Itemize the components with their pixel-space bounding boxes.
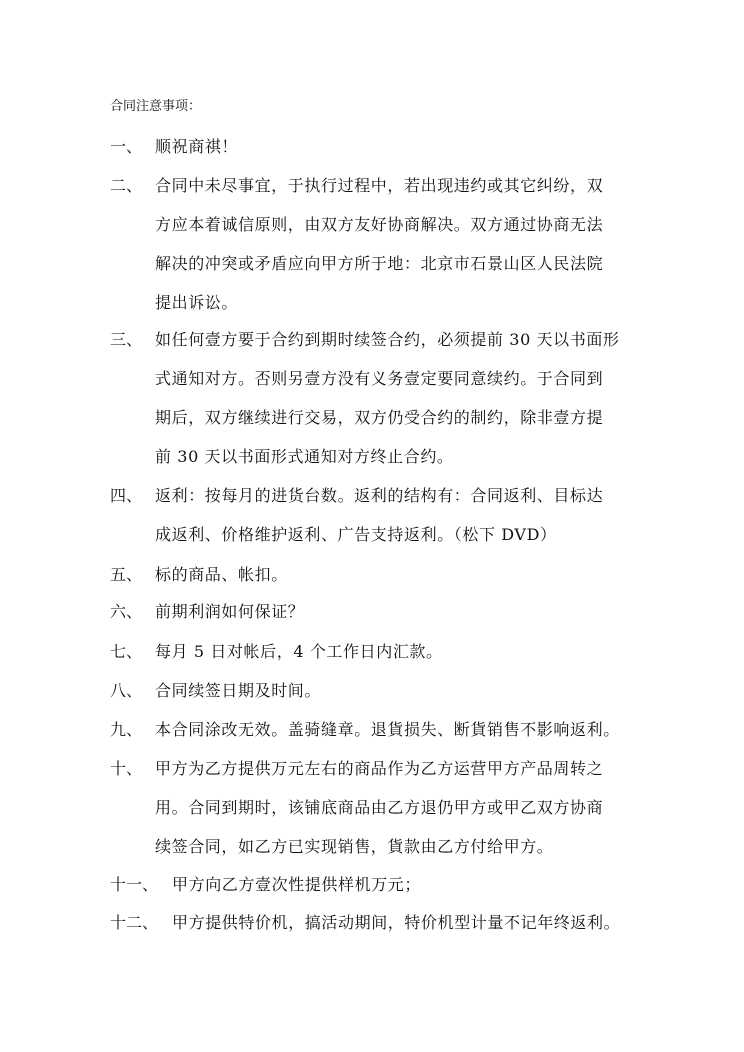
clause-text-line: 前 30 天以书面形式通知对方终止合约。 bbox=[155, 447, 454, 466]
clause-text-line: 甲方向乙方壹次性提供样机万元； bbox=[172, 875, 422, 894]
clause-text-line: 续签合同，如乙方已实现销售，貨款由乙方付给甲方。 bbox=[155, 837, 554, 856]
clause-number: 八、 bbox=[110, 681, 143, 700]
clause-text-line: 标的商品、帐扣。 bbox=[155, 565, 288, 584]
clause-text-line: 期后，双方继续进行交易，双方仍受合约的制约，除非壹方提 bbox=[155, 408, 604, 427]
clause-text-line: 成返利、价格维护返利、广告支持返利。（松下 DVD） bbox=[155, 525, 557, 544]
clause-text-line: 用。合同到期时，该铺底商品由乙方退仍甲方或甲乙双方协商 bbox=[155, 798, 604, 817]
clause-text-line: 本合同涂改无效。盖骑缝章。退貨损失、断貨销售不影响返利。 bbox=[155, 720, 620, 739]
clause-text-line: 合同续签日期及时间。 bbox=[155, 681, 322, 700]
clause-number: 九、 bbox=[110, 720, 143, 739]
clause-number: 十、 bbox=[110, 759, 143, 778]
clause-text-line: 如任何壹方要于合约到期时续签合约，必须提前 30 天以书面形 bbox=[155, 330, 620, 349]
clause-number: 七、 bbox=[110, 642, 143, 661]
clause-number: 二、 bbox=[110, 176, 143, 195]
clause-text-line: 返利：按每月的进货台数。返利的结构有：合同返利、目标达 bbox=[155, 486, 604, 505]
clause-text-line: 前期利润如何保证？ bbox=[155, 602, 305, 621]
clause-text-line: 方应本着诚信原则，由双方友好协商解决。双方通过协商无法 bbox=[155, 215, 604, 234]
clause-text-line: 顺祝商祺！ bbox=[155, 137, 239, 156]
clause-number: 三、 bbox=[110, 330, 143, 349]
clause-text-line: 甲方提供特价机，搞活动期间，特价机型计量不记年终返利。 bbox=[172, 913, 621, 932]
clause-number: 五、 bbox=[110, 565, 143, 584]
clause-text-line: 每月 5 日对帐后，4 个工作日内汇款。 bbox=[155, 642, 443, 661]
clause-number: 十二、 bbox=[110, 913, 159, 932]
clause-number: 一、 bbox=[110, 137, 143, 156]
document-heading: 合同注意事项： bbox=[110, 99, 202, 114]
clause-text-line: 甲方为乙方提供万元左右的商品作为乙方运营甲方产品周转之 bbox=[155, 759, 604, 778]
clause-text-line: 提出诉讼。 bbox=[155, 293, 239, 312]
clause-number: 六、 bbox=[110, 602, 143, 621]
clause-number: 十一、 bbox=[110, 875, 159, 894]
clause-text-line: 合同中未尽事宜，于执行过程中，若出现违约或其它纠纷，双 bbox=[155, 176, 604, 195]
clause-text-line: 式通知对方。否则另壹方没有义务壹定要同意续约。于合同到 bbox=[155, 369, 604, 388]
clause-text-line: 解决的冲突或矛盾应向甲方所于地：北京市石景山区人民法院 bbox=[155, 254, 604, 273]
clause-number: 四、 bbox=[110, 486, 143, 505]
